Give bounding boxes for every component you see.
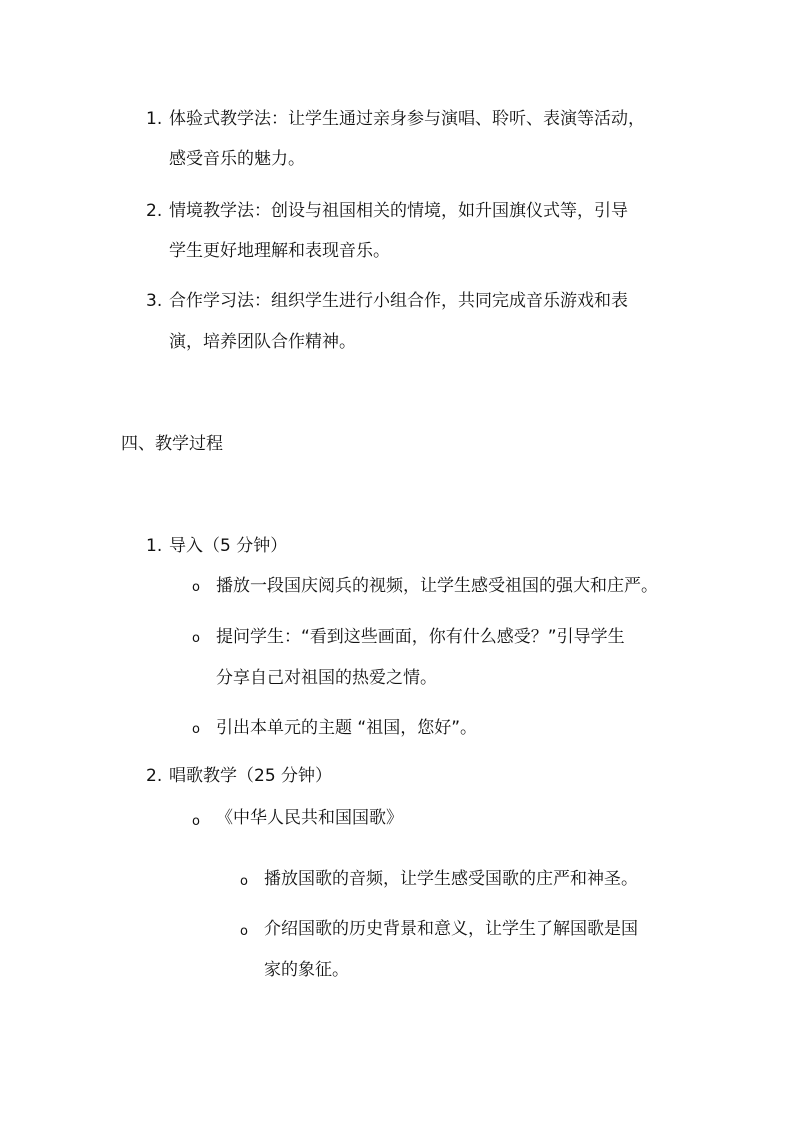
section-heading: 四、教学过程 [121, 434, 223, 454]
process-1-item-3: 引出本单元的主题 “祖国，您好”。 [216, 718, 478, 738]
method-2-line-2: 学生更好地理解和表现音乐。 [169, 241, 390, 261]
method-1-line-1: 体验式教学法：让学生通过亲身参与演唱、聆听、表演等活动， [169, 109, 645, 129]
process-2-number: 2. [146, 766, 163, 786]
method-1-number: 1. [146, 109, 163, 129]
method-1-line-2: 感受音乐的魅力。 [169, 149, 305, 169]
bullet-icon: o [192, 814, 200, 829]
method-2-number: 2. [146, 201, 163, 221]
method-3-number: 3. [146, 291, 163, 311]
bullet-icon: o [192, 631, 200, 646]
method-2-line-1: 情境教学法：创设与祖国相关的情境，如升国旗仪式等，引导 [169, 201, 628, 221]
process-1-item-1: 播放一段国庆阅兵的视频，让学生感受祖国的强大和庄严。 [216, 576, 658, 596]
process-1-item-2-line-1: 提问学生：“看到这些画面，你有什么感受？”引导学生 [216, 627, 625, 647]
process-1-number: 1. [146, 536, 163, 556]
bullet-icon: o [240, 874, 248, 889]
bullet-icon: o [240, 924, 248, 939]
bullet-icon: o [192, 580, 200, 595]
process-2-subitem-2-line-1: 介绍国歌的历史背景和意义，让学生了解国歌是国 [264, 919, 638, 939]
process-2-item-1: 《中华人民共和国国歌》 [216, 808, 403, 828]
process-2-subitem-1: 播放国歌的音频，让学生感受国歌的庄严和神圣。 [264, 869, 638, 889]
process-1-item-2-line-2: 分享自己对祖国的热爱之情。 [216, 668, 437, 688]
method-3-line-1: 合作学习法：组织学生进行小组合作，共同完成音乐游戏和表 [169, 291, 628, 311]
process-2-subitem-2-line-2: 家的象征。 [264, 960, 349, 980]
method-3-line-2: 演，培养团队合作精神。 [169, 332, 356, 352]
process-2-title: 唱歌教学（25 分钟） [169, 766, 333, 786]
bullet-icon: o [192, 722, 200, 737]
process-1-title: 导入（5 分钟） [169, 536, 288, 556]
